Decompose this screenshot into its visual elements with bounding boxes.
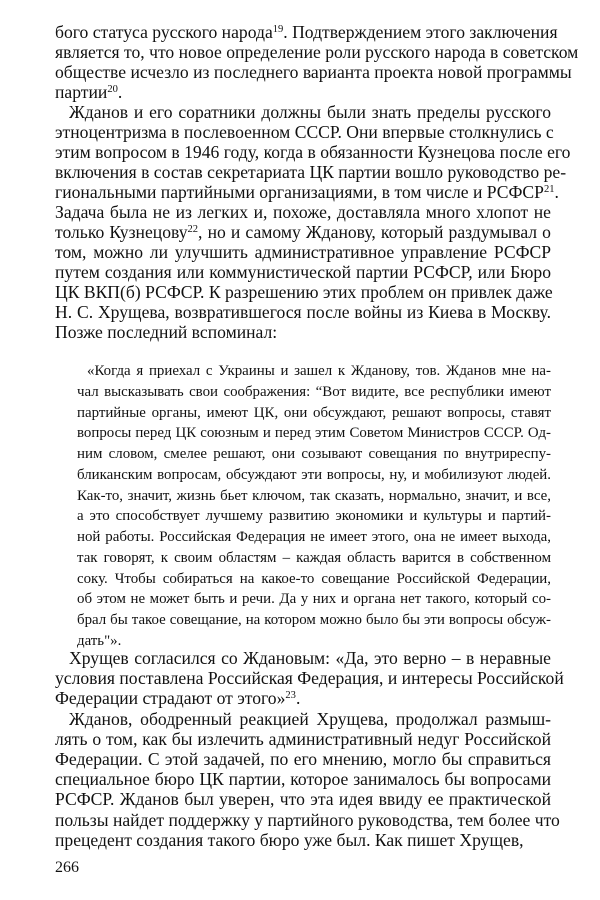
- text-line: Н. С. Хрущева, возвратившегося после войны из Киева в Москву.: [55, 302, 551, 322]
- text-line: этим вопросом в 1946 году, когда в обязанности Кузнецова после его: [55, 142, 571, 162]
- text-line: так говорят, к своим областям – каждая область варится в собственном: [77, 549, 551, 566]
- text-line: Федерации страдают от этого»$^{23}$.: [55, 688, 301, 709]
- text-line: дать"».: [77, 632, 122, 649]
- text-line: ЦК ВКП(б) РСФСР. К разрешению этих проблем он привлек даже: [55, 282, 553, 302]
- text-line: прецедент создания такого бюро уже был. Как пишет Хрущев,: [55, 829, 524, 850]
- footnote-ref: 23: [285, 690, 296, 702]
- text-line: Жданов и его соратники должны были знать пределы русского: [69, 102, 551, 122]
- text-line: соку. Чтобы собираться на какое-то совещание Российской Федерации,: [77, 570, 551, 587]
- text-line: ним словом, смелее решают, они созывают совещания по внутриреспу-: [77, 446, 551, 462]
- text-line: вопросы перед ЦК союзным и перед этим Советом Министров СССР. Од-: [77, 425, 551, 442]
- text-line: том, можно ли улучшить административное управление РСФСР: [55, 242, 551, 262]
- text-line: Хрущев согласился со Ждановым: «Да, это верно – в неравные: [69, 648, 551, 668]
- text-line: партийные органы, имеют ЦК, они обсуждают, решают вопросы, ставят: [77, 404, 551, 421]
- text-line: чал высказывать свои соображения: “Вот видите, все республики имеют: [77, 383, 551, 400]
- text-line: обществе исчезло из последнего варианта проекта новой программы: [55, 62, 572, 82]
- footnote-ref: 20: [107, 84, 118, 96]
- text-line: путем создания или коммунистической партии РСФСР, или Бюро: [55, 262, 551, 282]
- text-line: ной работы. Российская Федерация не имеет этого, она не имеет выхода,: [77, 529, 551, 545]
- text-line: является то, что новое определение роли русского народа в советском: [55, 42, 579, 62]
- text-line: лять о том, как бы излечить административный недуг Российской: [55, 728, 551, 749]
- text-line: бликанским вопросам, обсуждают эти вопросы, ну, и мобилизуют людей.: [77, 466, 551, 483]
- text-line: «Когда я приехал с Украины и зашел к Жданову, тов. Жданов мне на-: [87, 363, 551, 379]
- text-line: Позже последний вспоминал:: [55, 322, 278, 342]
- text-line: Жданов, ободренный реакцией Хрущева, продолжал размыш-: [69, 708, 551, 729]
- text-line: Задача была не из легких и, похоже, доставляла много хлопот не: [55, 202, 551, 222]
- text-line: гиональными партийными организациями, в том числе и РСФСР$^{21}$.: [55, 182, 559, 202]
- text-line: условия поставлена Российская Федерация, и интересы Российской: [55, 668, 564, 689]
- text-line: только Кузнецову$^{22}$, но и самому Жданову, который раздумывал о: [55, 222, 551, 242]
- footnote-ref: 19: [272, 24, 284, 36]
- text-line: включения в состав секретариата ЦК партии вошло руководство ре-: [55, 162, 567, 182]
- text-line: партии$^{20}$.: [55, 82, 123, 102]
- text-line: брал бы такое совещание, на котором можно было бы эти вопросы обсуж-: [77, 612, 551, 628]
- page-number: 266: [55, 859, 79, 876]
- text-line: Федерации. С этой задачей, по его мнению, могло бы справиться: [55, 749, 551, 769]
- text-line: РСФСР. Жданов был уверен, что эта идея ввиду ее практической: [55, 789, 551, 810]
- text-line: бого статуса русского народа$^{19}$. Подтверждением этого заключения: [55, 22, 558, 42]
- text-line: специальное бюро ЦК партии, которое занималось бы вопросами: [55, 769, 551, 790]
- footnote-ref: 22: [187, 224, 199, 236]
- text-line: а это способствует лучшему развитию экономики и культуры и партий-: [77, 508, 551, 525]
- text-line: пользы найдет поддержку у партийного руководства, тем более что: [55, 809, 560, 830]
- text-line: об этом не может быть и речи. Да у них и органа нет такого, который со-: [77, 591, 551, 608]
- footnote-ref: 21: [543, 184, 555, 196]
- text-line: этноцентризма в послевоенном СССР. Они впервые столкнулись с: [55, 122, 554, 142]
- text-line: Как-то, значит, жизнь бьет ключом, так сказать, нормально, значит, и все,: [77, 487, 551, 504]
